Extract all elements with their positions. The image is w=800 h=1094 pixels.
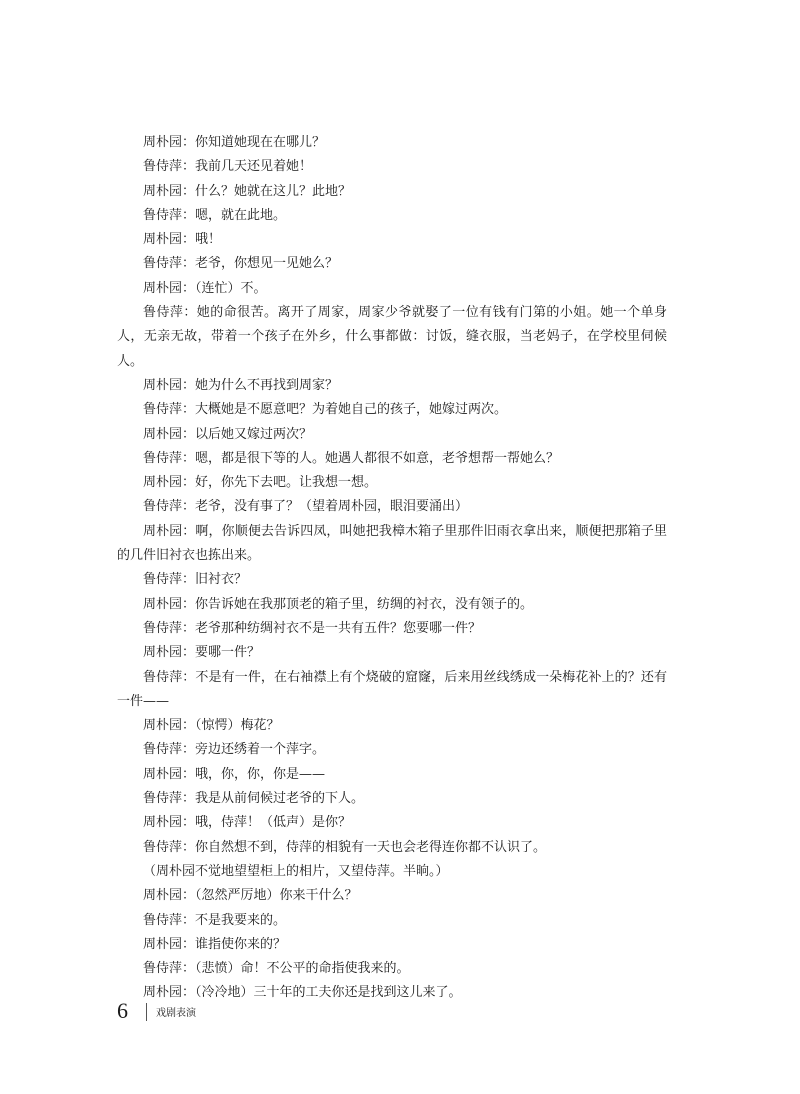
dialogue-line: 鲁侍萍：旧衬衣？ (143, 572, 248, 588)
dialogue-line: 鲁侍萍：我前几天还见着她！ (143, 159, 313, 175)
stage-direction: （周朴园不觉地望望柜上的相片，又望侍萍。半晌。） (143, 863, 449, 879)
footer-divider (146, 1003, 147, 1021)
dialogue-line: 周朴园：要哪一件？ (143, 645, 261, 661)
dialogue-line: 周朴园：（冷冷地）三十年的工夫你还是找到这儿来了。 (143, 985, 462, 1001)
dialogue-line: 周朴园：她为什么不再找到周家？ (143, 377, 339, 393)
dialogue-line: 周朴园：你知道她现在在哪儿？ (143, 135, 326, 150)
dialogue-line: 鲁侍萍：旁边还绣着一个萍字。 (143, 742, 326, 758)
page-number: 6 (117, 998, 128, 1023)
dialogue-text-block (117, 131, 667, 1006)
dialogue-line: 周朴园：什么？她就在这儿？此地？ (143, 183, 352, 199)
page-footer (117, 996, 196, 1026)
dialogue-line: 鲁侍萍：不是有一件，在右袖襟上有个烧破的窟窿，后来用丝线绣成一朵梅花补上的？还有一件—— (117, 669, 667, 709)
dialogue-line: 鲁侍萍：老爷那种纺绸衬衣不是一共有五件？您要哪一件？ (143, 620, 482, 636)
dialogue-line: 周朴园：好，你先下去吧。让我想一想。 (143, 475, 378, 491)
dialogue-line: 鲁侍萍：老爷，你想见一见她么？ (143, 256, 339, 272)
dialogue-line: 鲁侍萍：她的命很苦。离开了周家，周家少爷就娶了一位有钱有门第的小姐。她一个单身人，无亲无故，带着一个孩子在外乡，什么事都做：讨饭，缝衣服，当老妈子，在学校里伺候人。 (117, 305, 667, 369)
dialogue-line: 鲁侍萍：不是我要来的。 (143, 912, 287, 928)
dialogue-line: 鲁侍萍：你自然想不到，侍萍的相貌有一天也会老得连你都不认识了。 (143, 839, 547, 855)
dialogue-line: 鲁侍萍：（悲愤）命！不公平的命指使我来的。 (143, 961, 410, 977)
dialogue-line: 鲁侍萍：老爷，没有事了？（望着周朴园，眼泪要涌出） (143, 499, 469, 515)
dialogue-line: 周朴园：（连忙）不。 (143, 280, 267, 296)
dialogue-line: 鲁侍萍：我是从前伺候过老爷的下人。 (143, 791, 365, 807)
dialogue-line: 周朴园：哦！ (143, 232, 222, 248)
section-label: 戏剧表演 (156, 1008, 196, 1019)
dialogue-line: 周朴园：啊，你顺便去告诉四凤，叫她把我樟木箱子里那件旧雨衣拿出来，顺便把那箱子里的几件旧衬衣也拣出来。 (117, 523, 667, 564)
dialogue-line: 周朴园：谁指使你来的？ (143, 936, 287, 952)
dialogue-line: 鲁侍萍：嗯，就在此地。 (143, 207, 287, 223)
dialogue-line: 周朴园：哦，你，你，你是—— (143, 766, 326, 782)
dialogue-line: 周朴园：你告诉她在我那顶老的箱子里，纺绸的衬衣，没有领子的。 (143, 596, 534, 612)
dialogue-line: 周朴园：（忽然严厉地）你来干什么？ (143, 888, 358, 904)
dialogue-line: 周朴园：哦，侍萍！（低声）是你？ (143, 815, 352, 831)
dialogue-line: 周朴园：（惊愕）梅花？ (143, 718, 280, 734)
dialogue-line: 周朴园：以后她又嫁过两次？ (143, 426, 313, 442)
dialogue-line: 鲁侍萍：大概她是不愿意吧？为着她自己的孩子，她嫁过两次。 (143, 402, 508, 418)
dialogue-line: 鲁侍萍：嗯，都是很下等的人。她遇人都很不如意，老爷想帮一帮她么？ (143, 450, 560, 466)
